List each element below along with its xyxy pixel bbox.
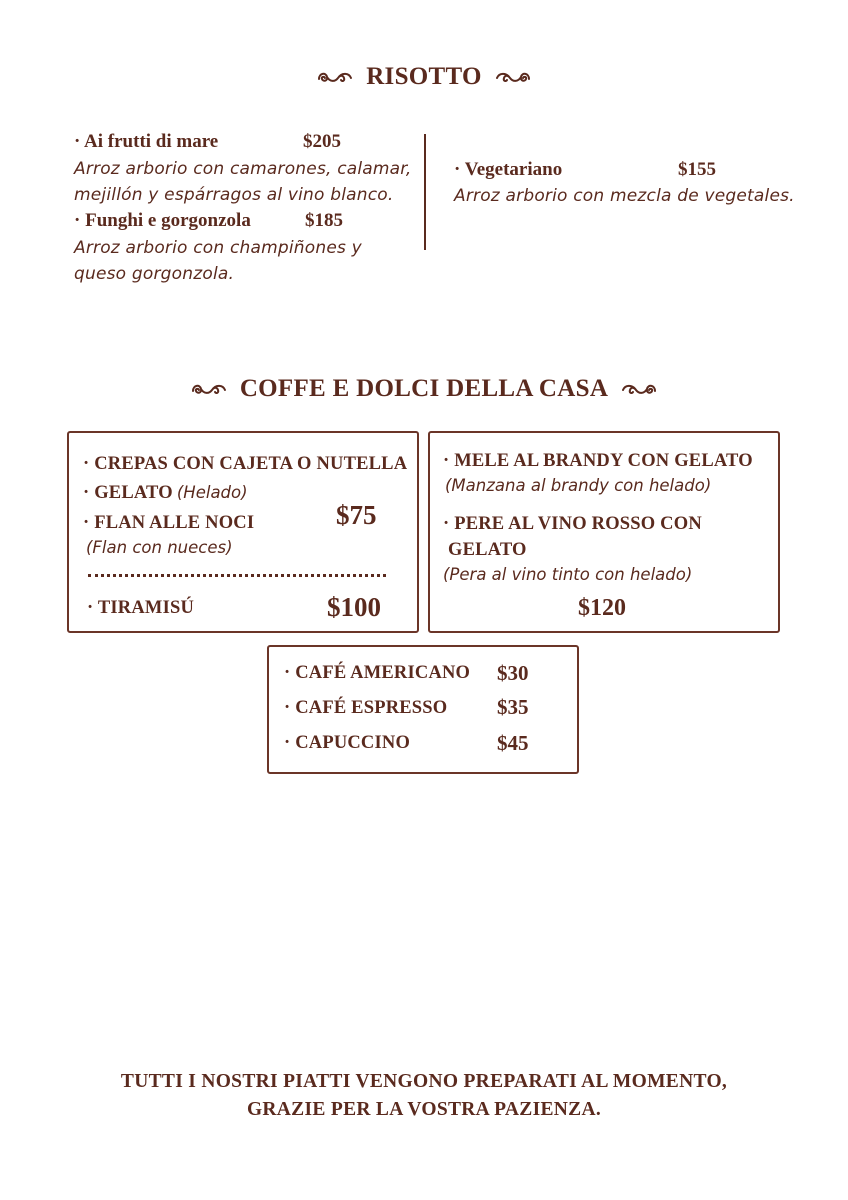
dolci-item-desc: (Pera al vino tinto con helado) [443, 565, 693, 584]
risotto-item-desc: Arroz arborio con mezcla de vegetales. [454, 186, 795, 206]
coffee-item-price: $35 [497, 695, 529, 719]
dolci-item-desc: (Flan con nueces) [86, 538, 233, 557]
dolci-item-name: · PERE AL VINO ROSSO CON [443, 514, 702, 534]
risotto-item-price: $205 [303, 131, 341, 152]
dotted-separator [88, 574, 386, 577]
dolci-group-price: $75 [336, 500, 377, 530]
risotto-title: RISOTTO [366, 63, 482, 91]
dolci-item-name: · TIRAMISÚ [87, 598, 195, 618]
risotto-item-desc: Arroz arborio con champiñones y [74, 238, 362, 258]
risotto-item-name: · Funghi e gorgonzola [74, 210, 251, 231]
footer-line: TUTTI I NOSTRI PIATTI VENGONO PREPARATI AL MOMENTO, [120, 1071, 728, 1092]
footer-line: GRAZIE PER LA VOSTRA PAZIENZA. [246, 1099, 602, 1120]
dolci-item-name: GELATO [448, 540, 527, 560]
risotto-item-price: $185 [305, 210, 343, 231]
risotto-heading [0, 62, 848, 91]
dolci-item [83, 483, 248, 504]
coffee-item-name: · CAPUCCINO [284, 733, 411, 753]
risotto-item-desc: queso gorgonzola. [74, 264, 235, 284]
dolci-item-price: $120 [578, 595, 626, 621]
risotto-item-desc: Arroz arborio con camarones, calamar, [74, 159, 412, 179]
dolci-item-desc: (Manzana al brandy con helado) [445, 476, 712, 495]
dolci-item-name: · CREPAS CON CAJETA O NUTELLA [83, 454, 408, 474]
risotto-item-price: $155 [678, 159, 716, 180]
swirl-ornament-icon [316, 68, 354, 86]
swirl-ornament-icon [620, 380, 658, 398]
footer-note [0, 1068, 848, 1124]
dolci-item-name: · MELE AL BRANDY CON GELATO [443, 451, 753, 471]
risotto-item-name: · Ai frutti di mare [74, 131, 219, 152]
column-divider [424, 134, 426, 250]
dolci-item-desc: (Helado) [176, 483, 248, 502]
swirl-ornament-icon [494, 68, 532, 86]
coffee-item-name: · CAFÉ AMERICANO [284, 663, 471, 683]
risotto-item-name: · Vegetariano [454, 159, 563, 180]
swirl-ornament-icon [190, 380, 228, 398]
coffee-item-name: · CAFÉ ESPRESSO [284, 698, 448, 718]
risotto-item-desc: mejillón y espárragos al vino blanco. [74, 185, 394, 205]
dolci-item-price: $100 [327, 592, 381, 622]
dolci-item-name: · GELATO [83, 483, 173, 503]
coffee-item-price: $30 [497, 661, 529, 685]
dolci-heading [0, 374, 848, 403]
dolci-title: COFFE E DOLCI DELLA CASA [239, 375, 609, 403]
coffee-item-price: $45 [497, 731, 529, 755]
dolci-item-name: · FLAN ALLE NOCI [83, 513, 255, 533]
